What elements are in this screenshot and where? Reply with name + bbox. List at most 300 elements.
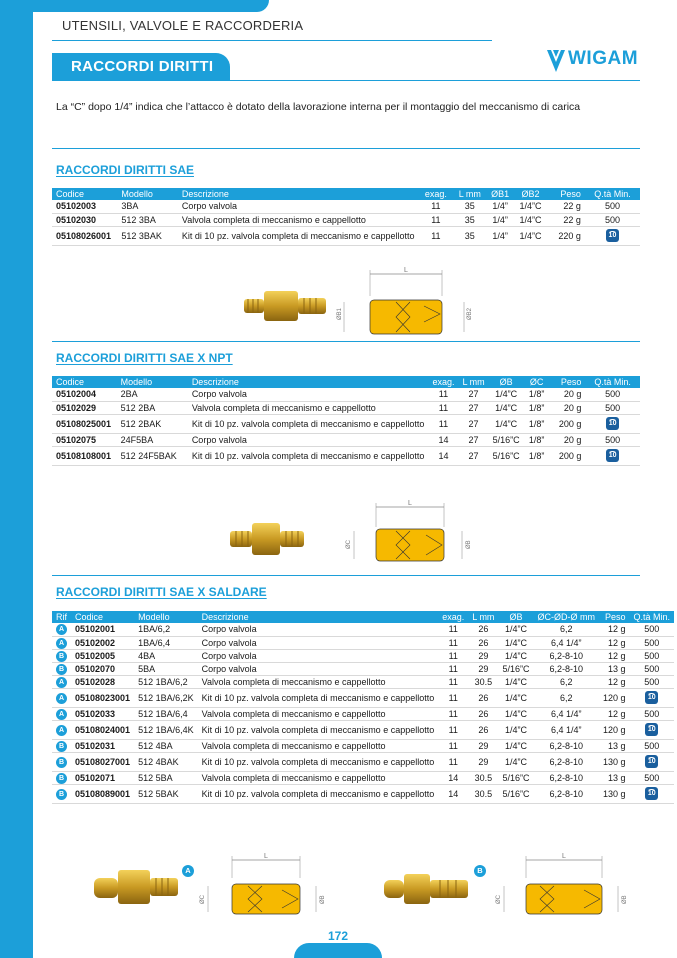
section-title-sae-npt: RACCORDI DIRITTI SAE X NPT — [56, 351, 233, 365]
cell-descrizione: Valvola completa di meccanismo e cappellotto — [198, 771, 439, 784]
cell-modello: 512 4BAK — [134, 752, 198, 771]
cell-b: 1/4”C — [498, 707, 533, 720]
cell-b1: 1/4” — [486, 213, 514, 226]
cell-modello: 2BA — [117, 388, 188, 401]
cell-c-d-mm: 6,2 — [533, 675, 599, 688]
cell-q-t-min: 500 — [629, 662, 674, 675]
cell-codice: 05108089001 — [71, 784, 134, 803]
top-tab — [33, 0, 269, 12]
cell-l-mm: 27 — [458, 401, 488, 414]
product-photo-a — [92, 864, 182, 917]
dim-label-b: ØB — [466, 540, 472, 549]
cell-l-mm: 30.5 — [468, 771, 498, 784]
cell-modello: 512 2BAK — [117, 414, 188, 433]
column-header: Q.tà Min. — [585, 188, 640, 200]
cell-exag: 11 — [438, 675, 468, 688]
cell-descrizione: Kit di 10 pz. valvola completa di meccanismo e cappellotto — [198, 688, 439, 707]
cell-rif — [52, 784, 71, 803]
kit-10-badge-icon: 10 — [606, 229, 619, 242]
cell-qty — [629, 752, 674, 771]
cell-l-mm: 27 — [458, 414, 488, 433]
cell-c-d-mm: 6,2-8-10 — [533, 649, 599, 662]
cell-c: 1/8” — [524, 388, 550, 401]
column-header: Descrizione — [178, 188, 419, 200]
cell-peso: 13 g — [599, 739, 630, 752]
cell-codice: 05108025001 — [52, 414, 117, 433]
cell-descrizione: Valvola completa di meccanismo e cappellotto — [198, 675, 439, 688]
cell-codice: 05102002 — [71, 636, 134, 649]
column-header: ØB — [489, 376, 524, 388]
cell-peso: 130 g — [599, 784, 630, 803]
cell-b2: 1/4”C — [514, 213, 547, 226]
dim-label-l: L — [562, 853, 566, 860]
intro-note: La “C” dopo 1/4” indica che l’attacco è dotato della lavorazione interna per il montaggio del meccanismo di carica — [56, 101, 581, 113]
cell-exag: 14 — [438, 771, 468, 784]
cell-l-mm: 26 — [468, 720, 498, 739]
cell-descrizione: Kit di 10 pz. valvola completa di meccanismo e cappellotto — [188, 414, 429, 433]
cell-codice: 05102003 — [52, 200, 117, 213]
cell-exag: 11 — [428, 401, 458, 414]
cell-b1: 1/4” — [486, 200, 514, 213]
cell-peso: 12 g — [599, 623, 630, 636]
column-header: Q.tà Min. — [629, 611, 674, 623]
table-row — [52, 707, 674, 720]
cell-q-t-min: 500 — [629, 675, 674, 688]
cell-peso: 13 g — [599, 662, 630, 675]
cell-codice: 05102071 — [71, 771, 134, 784]
rif-badge: A — [56, 725, 67, 736]
table-row — [52, 752, 674, 771]
column-header: Modello — [117, 188, 178, 200]
cell-codice: 05102005 — [71, 649, 134, 662]
cell-b: 5/16”C — [498, 784, 533, 803]
cell-b2: 1/4”C — [514, 226, 547, 245]
cell-descrizione: Corpo valvola — [198, 623, 439, 636]
cell-b: 1/4”C — [498, 688, 533, 707]
cell-rif — [52, 688, 71, 707]
dim-label-b: ØB — [622, 895, 628, 904]
table-row — [52, 784, 674, 803]
cell-b: 5/16”C — [498, 771, 533, 784]
cell-modello: 512 1BA/6,2 — [134, 675, 198, 688]
table-row — [52, 739, 674, 752]
rif-badge: A — [56, 709, 67, 720]
cell-q-t-min: 500 — [629, 771, 674, 784]
section-title-sae: RACCORDI DIRITTI SAE — [56, 163, 194, 177]
cell-codice: 05102033 — [71, 707, 134, 720]
rif-badge: B — [56, 757, 67, 768]
cell-c: 1/8” — [524, 414, 550, 433]
cell-exag: 11 — [428, 388, 458, 401]
cell-c-d-mm: 6,4 1/4” — [533, 720, 599, 739]
kit-10-badge-icon: 10 — [645, 787, 658, 800]
column-header: exag. — [438, 611, 468, 623]
cell-l-mm: 35 — [453, 200, 486, 213]
table-row — [52, 213, 640, 226]
cell-codice: 05102004 — [52, 388, 117, 401]
rif-badge: A — [56, 624, 67, 635]
cell-c-d-mm: 6,4 1/4” — [533, 707, 599, 720]
product-photo-sae — [242, 283, 332, 336]
rif-badge: A — [56, 638, 67, 649]
kit-10-badge-icon: 10 — [606, 417, 619, 430]
table-sae-npt — [52, 376, 640, 466]
column-header: L mm — [453, 188, 486, 200]
cell-peso: 12 g — [599, 707, 630, 720]
table-row — [52, 433, 640, 446]
cell-modello: 512 1BA/6,2K — [134, 688, 198, 707]
cell-peso: 12 g — [599, 636, 630, 649]
cell-l-mm: 26 — [468, 688, 498, 707]
ref-badge-a: A — [182, 865, 194, 877]
cell-exag: 11 — [428, 414, 458, 433]
footer-tab — [294, 943, 382, 958]
page-number: 172 — [327, 929, 349, 943]
cell-l-mm: 26 — [468, 636, 498, 649]
cell-exag: 11 — [438, 649, 468, 662]
cell-b: 5/16”C — [489, 433, 524, 446]
column-header: L mm — [468, 611, 498, 623]
cell-codice: 05102028 — [71, 675, 134, 688]
table-row — [52, 226, 640, 245]
cell-b: 1/4”C — [498, 649, 533, 662]
cell-qty — [585, 414, 640, 433]
technical-drawing-a — [196, 848, 331, 933]
cell-rif — [52, 675, 71, 688]
kit-10-badge-icon: 10 — [645, 723, 658, 736]
cell-l-mm: 26 — [468, 623, 498, 636]
cell-q-t-min: 500 — [629, 649, 674, 662]
table-row — [52, 771, 674, 784]
cell-b: 5/16”C — [489, 446, 524, 465]
cell-codice: 05102029 — [52, 401, 117, 414]
column-header: ØB1 — [486, 188, 514, 200]
cell-l-mm: 26 — [468, 707, 498, 720]
cell-c: 1/8” — [524, 446, 550, 465]
cell-c-d-mm: 6,2-8-10 — [533, 739, 599, 752]
kit-10-badge-icon: 10 — [606, 449, 619, 462]
cell-qty — [629, 720, 674, 739]
cell-q-t-min: 500 — [585, 388, 640, 401]
cell-q-t-min: 500 — [629, 739, 674, 752]
cell-peso: 12 g — [599, 675, 630, 688]
cell-l-mm: 35 — [453, 226, 486, 245]
cell-b1: 1/4” — [486, 226, 514, 245]
cell-descrizione: Corpo valvola — [188, 388, 429, 401]
cell-b: 1/4”C — [489, 401, 524, 414]
cell-modello: 1BA/6,4 — [134, 636, 198, 649]
cell-exag: 11 — [438, 752, 468, 771]
cell-descrizione: Valvola completa di meccanismo e cappellotto — [198, 739, 439, 752]
column-header: Codice — [52, 188, 117, 200]
cell-descrizione: Kit di 10 pz. valvola completa di meccanismo e cappellotto — [188, 446, 429, 465]
cell-codice: 05102030 — [52, 213, 117, 226]
cell-modello: 512 24F5BAK — [117, 446, 188, 465]
cell-peso: 20 g — [550, 388, 586, 401]
product-photo-sae-npt — [228, 517, 308, 568]
technical-drawing-sae-npt — [338, 495, 483, 575]
cell-b: 1/4”C — [489, 388, 524, 401]
column-header: exag. — [428, 376, 458, 388]
table-row — [52, 720, 674, 739]
table-header-row — [52, 376, 640, 388]
section-rule — [52, 341, 640, 342]
technical-drawing-b — [492, 848, 632, 933]
column-header: exag. — [419, 188, 454, 200]
header-rule — [52, 40, 492, 41]
cell-modello: 512 1BA/6,4K — [134, 720, 198, 739]
cell-descrizione: Corpo valvola — [188, 433, 429, 446]
cell-b: 1/4”C — [498, 739, 533, 752]
sidebar-strip — [0, 0, 33, 958]
cell-c-d-mm: 6,2 — [533, 688, 599, 707]
column-header: Q.tà Min. — [585, 376, 640, 388]
cell-codice: 05108027001 — [71, 752, 134, 771]
kit-10-badge-icon: 10 — [645, 691, 658, 704]
cell-descrizione: Corpo valvola — [178, 200, 419, 213]
cell-exag: 11 — [419, 226, 454, 245]
cell-rif — [52, 752, 71, 771]
logo-mark-icon — [546, 48, 566, 74]
dim-label-l: L — [404, 267, 408, 274]
cell-modello: 512 2BA — [117, 401, 188, 414]
cell-codice: 05102070 — [71, 662, 134, 675]
cell-peso: 220 g — [547, 226, 585, 245]
cell-l-mm: 35 — [453, 213, 486, 226]
cell-descrizione: Valvola completa di meccanismo e cappellotto — [188, 401, 429, 414]
cell-rif — [52, 662, 71, 675]
rif-badge: B — [56, 664, 67, 675]
dim-label-c: ØC — [346, 540, 352, 549]
cell-modello: 512 4BA — [134, 739, 198, 752]
cell-peso: 120 g — [599, 720, 630, 739]
table-row — [52, 388, 640, 401]
cell-modello: 512 1BA/6,4 — [134, 707, 198, 720]
cell-modello: 1BA/6,2 — [134, 623, 198, 636]
cell-l-mm: 30.5 — [468, 784, 498, 803]
table-row — [52, 623, 674, 636]
cell-c-d-mm: 6,2-8-10 — [533, 662, 599, 675]
section-rule — [52, 148, 640, 149]
page-title: RACCORDI DIRITTI — [52, 53, 230, 80]
cell-l-mm: 30.5 — [468, 675, 498, 688]
cell-codice: 05108023001 — [71, 688, 134, 707]
column-header: Modello — [117, 376, 188, 388]
cell-exag: 11 — [438, 662, 468, 675]
cell-l-mm: 29 — [468, 649, 498, 662]
cell-qty — [629, 784, 674, 803]
rif-badge: B — [56, 651, 67, 662]
table-row — [52, 675, 674, 688]
cell-exag: 11 — [438, 707, 468, 720]
cell-codice: 05108108001 — [52, 446, 117, 465]
column-header: ØB — [498, 611, 533, 623]
table-row — [52, 688, 674, 707]
cell-b: 1/4”C — [489, 414, 524, 433]
cell-rif — [52, 707, 71, 720]
kit-10-badge-icon: 10 — [645, 755, 658, 768]
cell-modello: 4BA — [134, 649, 198, 662]
column-header: Peso — [599, 611, 630, 623]
table-header-row — [52, 188, 640, 200]
dim-label-b2: ØB2 — [467, 307, 473, 320]
technical-drawing-sae — [336, 262, 481, 347]
table-row — [52, 401, 640, 414]
column-header: ØC — [524, 376, 550, 388]
cell-modello: 512 3BAK — [117, 226, 178, 245]
dim-label-l: L — [408, 500, 412, 507]
column-header: Peso — [547, 188, 585, 200]
table-row — [52, 200, 640, 213]
dim-label-c: ØC — [496, 895, 502, 904]
cell-b2: 1/4”C — [514, 200, 547, 213]
cell-l-mm: 29 — [468, 739, 498, 752]
cell-q-t-min: 500 — [585, 433, 640, 446]
cell-c: 1/8” — [524, 401, 550, 414]
product-photo-b — [382, 866, 472, 917]
column-header: ØB2 — [514, 188, 547, 200]
cell-c: 1/8” — [524, 433, 550, 446]
cell-l-mm: 27 — [458, 388, 488, 401]
cell-descrizione: Kit di 10 pz. valvola completa di meccanismo e cappellotto — [178, 226, 419, 245]
cell-peso: 12 g — [599, 649, 630, 662]
cell-exag: 14 — [428, 446, 458, 465]
cell-qty — [629, 688, 674, 707]
column-header: Rif — [52, 611, 71, 623]
cell-peso: 20 g — [550, 433, 586, 446]
column-header: L mm — [458, 376, 488, 388]
title-rule — [52, 80, 640, 81]
cell-rif — [52, 739, 71, 752]
cell-rif — [52, 720, 71, 739]
table-sae-saldare — [52, 611, 674, 804]
cell-peso: 22 g — [547, 200, 585, 213]
rif-badge: B — [56, 741, 67, 752]
column-header: Codice — [71, 611, 134, 623]
cell-modello: 512 5BAK — [134, 784, 198, 803]
cell-q-t-min: 500 — [629, 707, 674, 720]
cell-q-t-min: 500 — [629, 636, 674, 649]
cell-rif — [52, 649, 71, 662]
dim-label-c: ØC — [200, 895, 206, 904]
cell-codice: 05108024001 — [71, 720, 134, 739]
cell-exag: 11 — [438, 720, 468, 739]
cell-rif — [52, 623, 71, 636]
cell-b: 5/16”C — [498, 662, 533, 675]
cell-descrizione: Corpo valvola — [198, 636, 439, 649]
rif-badge: B — [56, 773, 67, 784]
table-row — [52, 662, 674, 675]
rif-badge: A — [56, 693, 67, 704]
cell-exag: 11 — [419, 200, 454, 213]
column-header: Peso — [550, 376, 586, 388]
cell-l-mm: 27 — [458, 433, 488, 446]
table-row — [52, 414, 640, 433]
cell-peso: 22 g — [547, 213, 585, 226]
cell-peso: 13 g — [599, 771, 630, 784]
cell-l-mm: 29 — [468, 752, 498, 771]
cell-exag: 11 — [438, 739, 468, 752]
cell-rif — [52, 771, 71, 784]
cell-c-d-mm: 6,2-8-10 — [533, 784, 599, 803]
cell-modello: 5BA — [134, 662, 198, 675]
cell-codice: 05102001 — [71, 623, 134, 636]
cell-q-t-min: 500 — [629, 623, 674, 636]
cell-exag: 11 — [438, 688, 468, 707]
cell-peso: 200 g — [550, 414, 586, 433]
cell-codice: 05102031 — [71, 739, 134, 752]
cell-rif — [52, 636, 71, 649]
table-row — [52, 446, 640, 465]
cell-qty — [585, 446, 640, 465]
column-header: Modello — [134, 611, 198, 623]
cell-descrizione: Kit di 10 pz. valvola completa di meccanismo e cappellotto — [198, 784, 439, 803]
table-header-row — [52, 611, 674, 623]
column-header: Descrizione — [198, 611, 439, 623]
cell-b: 1/4”C — [498, 623, 533, 636]
cell-descrizione: Corpo valvola — [198, 662, 439, 675]
cell-codice: 05108026001 — [52, 226, 117, 245]
cell-exag: 11 — [438, 636, 468, 649]
cell-peso: 20 g — [550, 401, 586, 414]
column-header: Descrizione — [188, 376, 429, 388]
rif-badge: A — [56, 677, 67, 688]
cell-b: 1/4”C — [498, 720, 533, 739]
brand-logo — [546, 47, 641, 75]
cell-b: 1/4”C — [498, 636, 533, 649]
cell-c-d-mm: 6,2 — [533, 623, 599, 636]
table-sae — [52, 188, 640, 246]
cell-peso: 120 g — [599, 688, 630, 707]
dim-label-b: ØB — [320, 895, 326, 904]
ref-badge-b: B — [474, 865, 486, 877]
dim-label-l: L — [264, 853, 268, 860]
cell-qty — [585, 226, 640, 245]
cell-descrizione: Valvola completa di meccanismo e cappellotto — [178, 213, 419, 226]
cell-codice: 05102075 — [52, 433, 117, 446]
cell-q-t-min: 500 — [585, 200, 640, 213]
brand-name: WIGAM — [568, 48, 639, 69]
cell-exag: 14 — [438, 784, 468, 803]
column-header: Codice — [52, 376, 117, 388]
cell-b: 1/4”C — [498, 675, 533, 688]
cell-descrizione: Kit di 10 pz. valvola completa di meccanismo e cappellotto — [198, 752, 439, 771]
cell-l-mm: 27 — [458, 446, 488, 465]
cell-exag: 11 — [438, 623, 468, 636]
cell-descrizione: Valvola completa di meccanismo e cappellotto — [198, 707, 439, 720]
cell-q-t-min: 500 — [585, 401, 640, 414]
section-title-sae-saldare: RACCORDI DIRITTI SAE X SALDARE — [56, 585, 267, 599]
section-header: UTENSILI, VALVOLE E RACCORDERIA — [62, 18, 304, 33]
cell-peso: 200 g — [550, 446, 586, 465]
rif-badge: B — [56, 789, 67, 800]
cell-b: 1/4”C — [498, 752, 533, 771]
cell-modello: 24F5BA — [117, 433, 188, 446]
cell-descrizione: Kit di 10 pz. valvola completa di meccanismo e cappellotto — [198, 720, 439, 739]
cell-l-mm: 29 — [468, 662, 498, 675]
table-row — [52, 649, 674, 662]
section-rule — [52, 575, 640, 576]
column-header: ØC-ØD-Ø mm — [533, 611, 599, 623]
cell-c-d-mm: 6,2-8-10 — [533, 771, 599, 784]
cell-c-d-mm: 6,2-8-10 — [533, 752, 599, 771]
cell-descrizione: Corpo valvola — [198, 649, 439, 662]
cell-modello: 512 3BA — [117, 213, 178, 226]
cell-exag: 11 — [419, 213, 454, 226]
table-row — [52, 636, 674, 649]
cell-q-t-min: 500 — [585, 213, 640, 226]
cell-modello: 3BA — [117, 200, 178, 213]
